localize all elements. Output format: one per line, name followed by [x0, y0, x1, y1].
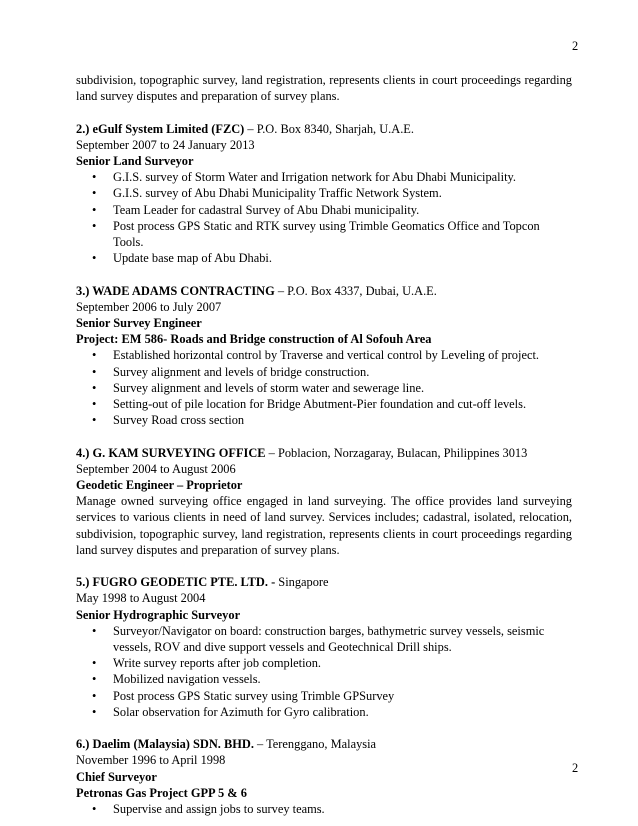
job-heading [76, 445, 572, 461]
company-name: 4.) G. KAM SURVEYING OFFICE [76, 445, 266, 460]
job-dates: May 1998 to August 2004 [76, 591, 206, 606]
bullet-icon: • [92, 380, 97, 395]
bullet-icon: • [92, 170, 97, 185]
job-role: Senior Hydrographic Surveyor [76, 607, 241, 622]
list-item: • Survey Road cross section [92, 413, 245, 428]
job-dates: September 2007 to 24 January 2013 [76, 137, 255, 152]
bullet-icon: • [92, 802, 97, 817]
list-item: • Setting-out of pile location for Bridge Abutment-Pier foundation and cut-off levels. [92, 397, 527, 412]
list-item: • Update base map of Abu Dhabi. [92, 251, 272, 266]
job-entry-g-kam [76, 445, 572, 558]
company-address: – P.O. Box 4337, Dubai, U.A.E. [274, 283, 437, 298]
bullet-icon: • [92, 413, 97, 428]
list-item: • G.I.S. survey of Abu Dhabi Municipality Traffic Network System. [92, 186, 442, 201]
list-item: • Mobilized navigation vessels. [92, 672, 261, 687]
list-item: • Established horizontal control by Traverse and vertical control by Leveling of project. [92, 348, 539, 363]
intro-paragraph: subdivision, topographic survey, land registration, represents clients in court proceedings regarding land survey disputes and preparation of survey plans. [76, 73, 572, 104]
job-duties-list [76, 623, 572, 720]
company-address: Singapore [275, 575, 329, 590]
bullet-icon: • [92, 348, 97, 363]
company-name: 3.) WADE ADAMS CONTRACTING [76, 283, 275, 298]
job-role: Senior Survey Engineer [76, 316, 202, 331]
bullet-icon: • [92, 656, 97, 671]
list-item: • Surveyor/Navigator on board: construction barges, bathymetric survey vessels, seismic vessels, ROV and dive support vessels and Geotechnical Drill ships. [92, 623, 545, 655]
bullet-icon: • [92, 202, 97, 217]
resume-body [76, 72, 572, 817]
bullet-icon: • [92, 623, 97, 638]
job-heading [76, 121, 572, 137]
page-number-top: 2 [572, 39, 579, 53]
list-item: • Post process GPS Static and RTK survey using Trimble Geomatics Office and Topcon Tools. [92, 218, 540, 250]
job-role: Geodetic Engineer – Proprietor [76, 478, 243, 493]
company-name: 6.) Daelim (Malaysia) SDN. BHD. [76, 737, 254, 752]
bullet-icon: • [92, 186, 97, 201]
job-duties-list [76, 801, 572, 817]
list-item: • Supervise and assign jobs to survey teams. [92, 802, 325, 817]
job-dates: September 2004 to August 2006 [76, 461, 236, 476]
job-duties-list [76, 169, 572, 266]
bullet-icon: • [92, 672, 97, 687]
job-description: Manage owned surveying office engaged in land surveying. The office provides land surveying services to various clients in need of land survey. Services includes; cadastral, isolated, relocation, subdivision, topographic survey, land registration, represents clients in court proceedings regarding land survey disputes and preparation of survey plans. [76, 494, 572, 557]
job-dates: September 2006 to July 2007 [76, 299, 222, 314]
company-address: – Terenggano, Malaysia [253, 737, 377, 752]
bullet-icon: • [92, 218, 97, 233]
job-heading [76, 283, 572, 299]
company-address: – P.O. Box 8340, Sharjah, U.A.E. [244, 121, 414, 136]
job-entry-fugro [76, 574, 572, 720]
job-entry-wade-adams [76, 283, 572, 429]
bullet-icon: • [92, 704, 97, 719]
job-role: Chief Surveyor [76, 769, 157, 784]
list-item: • Survey alignment and levels of storm water and sewerage line. [92, 380, 425, 395]
list-item: • Post process GPS Static survey using Trimble GPSurvey [92, 688, 395, 703]
list-item: • G.I.S. survey of Storm Water and Irrigation network for Abu Dhabi Municipality. [92, 170, 516, 185]
job-project: Petronas Gas Project GPP 5 & 6 [76, 785, 247, 800]
list-item: • Survey alignment and levels of bridge construction. [92, 364, 370, 379]
job-dates: November 1996 to April 1998 [76, 753, 226, 768]
job-heading [76, 736, 572, 752]
company-address: – Poblacion, Norzagaray, Bulacan, Philippines 3013 [265, 445, 528, 460]
bullet-icon: • [92, 397, 97, 412]
page-number-bottom: 2 [572, 761, 579, 775]
company-name: 2.) eGulf System Limited (FZC) [76, 121, 245, 136]
bullet-icon: • [92, 688, 97, 703]
bullet-icon: • [92, 364, 97, 379]
job-entry-daelim [76, 736, 572, 817]
list-item: • Team Leader for cadastral Survey of Abu Dhabi municipality. [92, 202, 420, 217]
job-project: Project: EM 586- Roads and Bridge construction of Al Sofouh Area [76, 332, 432, 347]
list-item: • Write survey reports after job completion. [92, 656, 322, 671]
list-item: • Solar observation for Azimuth for Gyro calibration. [92, 704, 369, 719]
job-entry-egulf [76, 121, 572, 267]
job-duties-list [76, 347, 572, 428]
company-name: 5.) FUGRO GEODETIC PTE. LTD. - [76, 575, 276, 590]
job-role: Senior Land Surveyor [76, 154, 194, 168]
bullet-icon: • [92, 251, 97, 266]
job-heading [76, 574, 572, 590]
